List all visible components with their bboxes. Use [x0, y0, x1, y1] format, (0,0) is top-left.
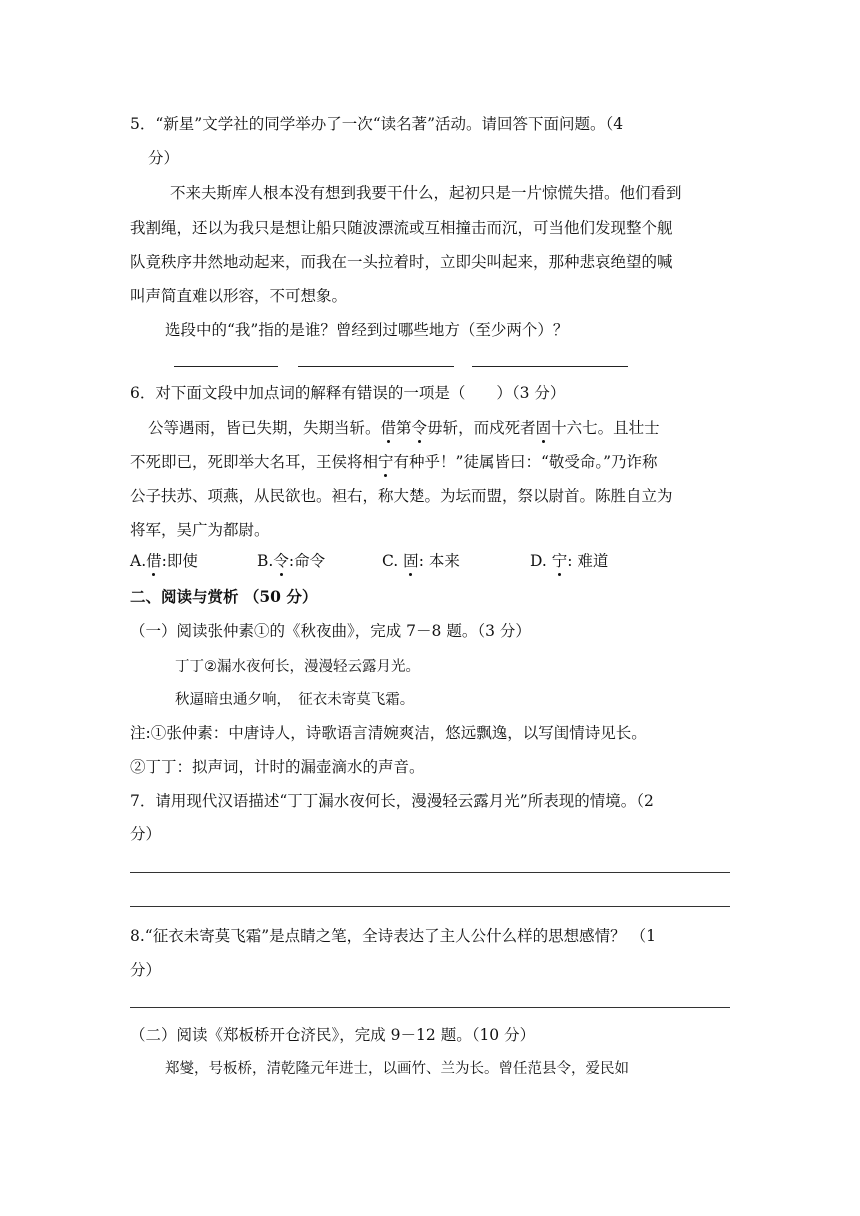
section-title: 二、阅读与赏析 （50 分）	[130, 587, 318, 606]
part2-text: 郑燮，号板桥，清乾隆元年进士，以画竹、兰为长。曾任范县令，爱民如	[165, 1061, 629, 1077]
q5-answer-blank[interactable]	[472, 366, 628, 367]
q6-dotted-char: 借	[381, 416, 397, 438]
q6-text: 十六七。且壮士	[551, 419, 660, 437]
q6-option-a[interactable]	[130, 549, 198, 571]
q7-stem-line2: 分）	[130, 825, 162, 843]
q6-text: 不死即已，死即举大名耳，王侯将相	[130, 453, 379, 471]
q6-passage-line2	[130, 450, 658, 472]
q6-passage-line1	[148, 416, 660, 438]
option-text: :命令	[288, 552, 326, 570]
q6-option-b[interactable]	[257, 549, 325, 571]
q7-answer-line[interactable]	[130, 906, 730, 907]
q5-stem-line1: 5．“新星”文学社的同学举办了一次“读名著”活动。请回答下面问题。（4	[130, 115, 624, 133]
q5-stem-line2: 分）	[148, 149, 180, 167]
q5-passage-line: 我割绳，还以为我只是想让船只随波漂流或互相撞击而沉，可当他们发现整个舰	[130, 219, 673, 237]
q6-dotted-char: 固	[403, 549, 419, 571]
q6-text: 公等遇雨，皆已失期，失期当斩。	[148, 419, 381, 437]
q6-passage-line3: 公子扶苏、项燕，从民欲也。袒右，称大楚。为坛而盟，祭以尉首。陈胜自立为	[130, 487, 673, 505]
q6-option-d[interactable]	[530, 549, 608, 571]
q6-dotted-char: 宁	[378, 450, 394, 472]
q7-answer-line[interactable]	[130, 872, 730, 873]
q6-text: 毋斩，而戍死者	[427, 419, 536, 437]
poem-line2: 秋逼暗虫通夕响， 征衣未寄莫飞霜。	[175, 692, 415, 708]
q6-passage-line4: 将军，吴广为都尉。	[130, 521, 270, 539]
q5-passage-line: 队竟秩序井然地动起来，而我在一头拉着时，立即尖叫起来，那种悲哀绝望的喊	[130, 253, 673, 271]
option-letter: C.	[382, 552, 399, 570]
q6-dotted-char: 固	[536, 416, 552, 438]
option-letter: D.	[530, 552, 547, 570]
q6-dotted-char: 宁	[552, 549, 568, 571]
q5-passage-line: 叫声简直难以形容，不可想象。	[130, 287, 348, 305]
q8-stem-line2: 分）	[130, 961, 162, 979]
option-letter: B.	[257, 552, 274, 570]
q6-dotted-char: 令	[412, 416, 428, 438]
q6-stem: 6．对下面文段中加点词的解释有错误的一项是（ ）（3 分）	[130, 384, 566, 402]
poem-line1: 丁丁②漏水夜何长，漫漫轻云露月光。	[175, 659, 420, 675]
q8-stem-line1: 8.“征衣未寄莫飞霜”是点睛之笔，全诗表达了主人公什么样的思想感情？ （1	[130, 927, 656, 945]
note-line2: ②丁丁：拟声词，计时的漏壶滴水的声音。	[130, 758, 425, 776]
q6-text: 第	[396, 419, 412, 437]
q8-answer-line[interactable]	[130, 1007, 730, 1008]
part1-intro: （一）阅读张仲素①的《秋夜曲》，完成 7－8 题。（3 分）	[130, 622, 531, 640]
q5-answer-blank[interactable]	[174, 366, 278, 367]
note-line1: 注:①张仲素：中唐诗人，诗歌语言清婉爽洁，悠远飘逸，以写闺情诗见长。	[130, 724, 647, 742]
q6-text: 有种乎！”徒属皆曰：“敬受命。”乃诈称	[393, 453, 658, 471]
q6-dotted-char: 令	[273, 549, 289, 571]
q7-stem-line1: 7．请用现代汉语描述“丁丁漏水夜何长，漫漫轻云露月光”所表现的情境。（2	[130, 792, 654, 810]
option-text: : 难道	[567, 552, 609, 570]
q5-prompt: 选段中的“我”指的是谁？曾经到过哪些地方（至少两个）？	[165, 321, 569, 339]
option-text: :即使	[161, 552, 198, 570]
q5-answer-blank[interactable]	[298, 366, 454, 367]
option-letter: A.	[130, 552, 147, 570]
q6-option-c[interactable]	[382, 549, 460, 571]
part2-intro: （二）阅读《郑板桥开仓济民》，完成 9－12 题。（10 分）	[130, 1026, 536, 1044]
q5-passage-line: 不来夫斯库人根本没有想到我要干什么，起初只是一片惊慌失措。他们看到	[170, 184, 682, 202]
q6-dotted-char: 借	[146, 549, 162, 571]
option-text: : 本来	[418, 552, 460, 570]
